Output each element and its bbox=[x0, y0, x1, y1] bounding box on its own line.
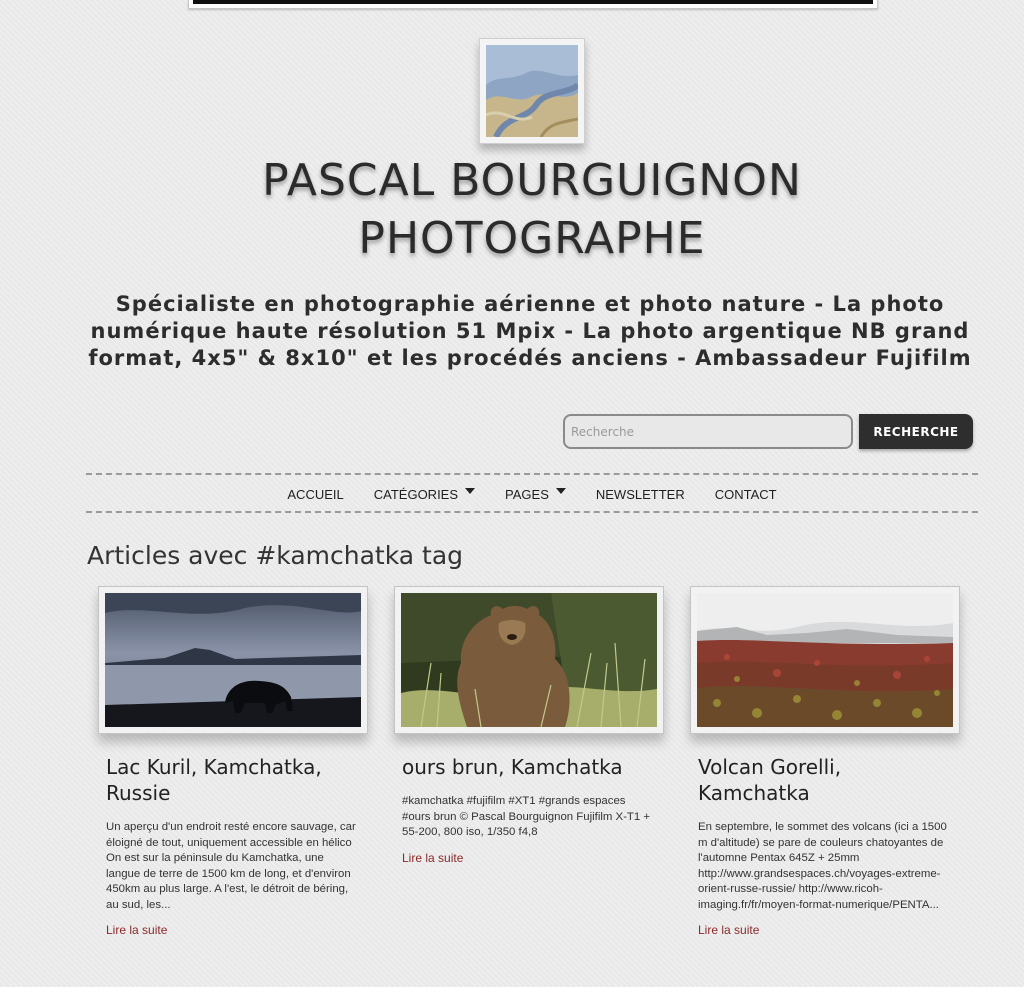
read-more-link[interactable]: Lire la suite bbox=[698, 923, 760, 937]
article-excerpt: Un aperçu d'un endroit resté encore sauvage, car éloigné de tout, uniquement accessible en hélico On est sur la péninsule du Kamchatka, une langue de terre de 1500 km de long, et d'environ 450km au plus large. A l'est, le détroit de béring, au sud, les... bbox=[106, 821, 356, 911]
nav-item-newsletter[interactable]: NEWSLETTER bbox=[595, 486, 685, 502]
main-nav bbox=[86, 480, 978, 508]
caret-down-icon bbox=[556, 488, 566, 494]
page-title: Articles avec #kamchatka tag bbox=[87, 541, 464, 570]
article-title[interactable]: Lac Kuril, Kamchatka, Russie bbox=[106, 755, 322, 805]
article-thumbnail[interactable] bbox=[98, 586, 368, 734]
article-thumbnail[interactable] bbox=[394, 586, 664, 734]
read-more-link[interactable]: Lire la suite bbox=[402, 850, 464, 865]
search-button[interactable]: RECHERCHE bbox=[859, 414, 973, 449]
top-banner-strip bbox=[188, 0, 878, 9]
nav-divider-top bbox=[86, 473, 978, 475]
site-tagline: Spécialiste en photographie aérienne et photo nature - La photo numérique haute résolution 51 Mpix - La photo argentique NB grand format, 4x5" & 8x10" et les procédés anciens - Ambassadeur Fujifilm bbox=[88, 292, 972, 370]
aerial-photo-logo-image bbox=[486, 45, 578, 137]
site-title-line1: PASCAL BOURGUIGNON bbox=[262, 155, 802, 206]
nav-divider-bottom bbox=[86, 511, 978, 513]
article-title[interactable]: Volcan Gorelli, Kamchatka bbox=[698, 755, 842, 805]
volcano-tundra-photo bbox=[697, 593, 953, 727]
article-title[interactable]: ours brun, Kamchatka bbox=[402, 755, 623, 779]
article-excerpt: En septembre, le sommet des volcans (ici a 1500 m d'altitude) se pare de couleurs chatoyantes de l'automne Pentax 645Z + 25mm http://www.grandsespaces.ch/voyages-extreme-orient-russe-russie/ http://www.ricoh-imaging.fr/fr/moyen-format-numerique/PENTA... bbox=[698, 821, 947, 911]
article-card bbox=[394, 586, 664, 865]
site-logo[interactable] bbox=[479, 38, 585, 144]
caret-down-icon bbox=[465, 488, 475, 494]
lake-bear-photo bbox=[105, 593, 361, 727]
search-input[interactable] bbox=[563, 414, 853, 449]
article-thumbnail[interactable] bbox=[690, 586, 960, 734]
read-more-link[interactable]: Lire la suite bbox=[106, 923, 168, 937]
brown-bear-photo bbox=[401, 593, 657, 727]
article-card bbox=[690, 586, 960, 937]
nav-item-categories[interactable]: CATÉGORIES bbox=[374, 487, 475, 502]
top-banner-image bbox=[193, 0, 873, 4]
article-card bbox=[98, 586, 368, 937]
article-excerpt: #kamchatka #fujifilm #XT1 #grands espaces #ours brun © Pascal Bourguignon Fujifilm X-T1 + 55-200, 800 iso, 1/350 f4,8 bbox=[402, 795, 651, 838]
site-title[interactable] bbox=[0, 152, 1024, 268]
nav-item-pages[interactable]: PAGES bbox=[505, 487, 566, 502]
site-title-line2: PHOTOGRAPHE bbox=[358, 213, 706, 264]
nav-item-contact[interactable]: CONTACT bbox=[714, 486, 777, 502]
nav-item-accueil[interactable]: ACCUEIL bbox=[287, 486, 344, 502]
